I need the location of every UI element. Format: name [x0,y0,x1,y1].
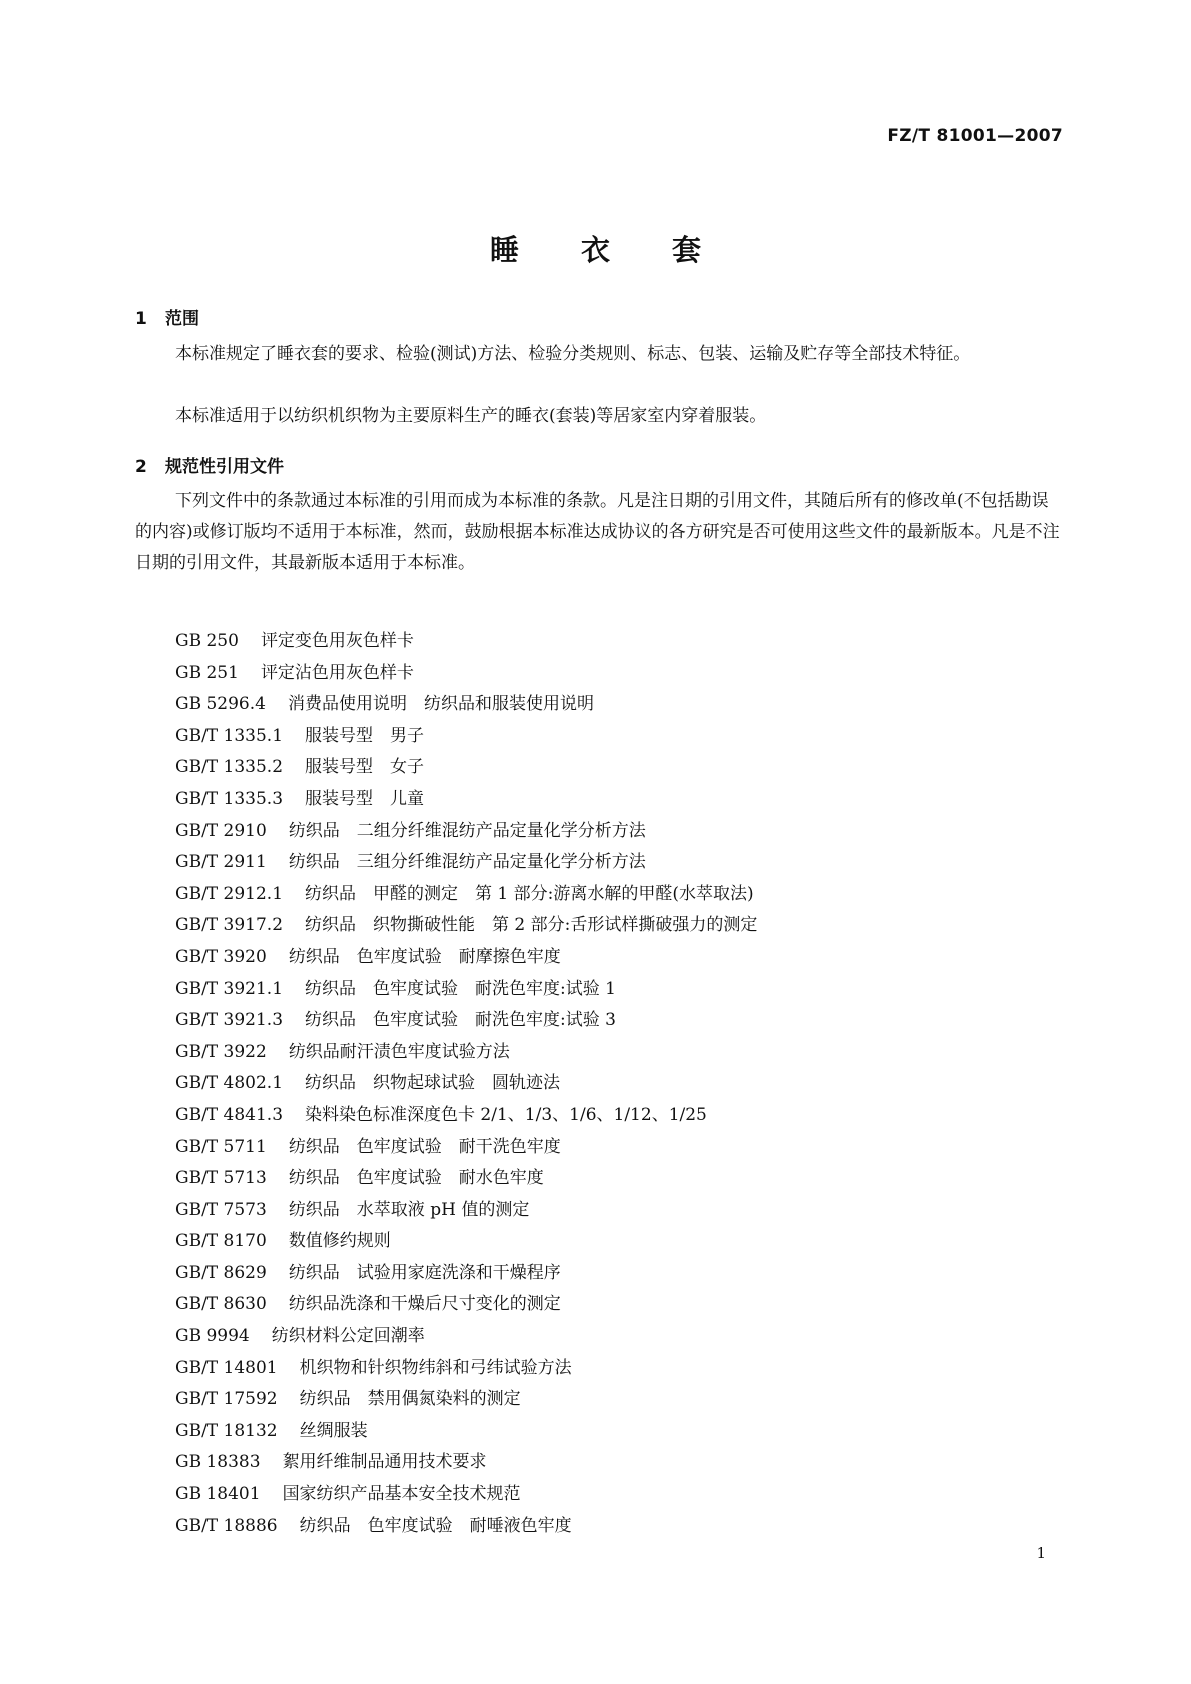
reference-code: GB/T 3922 [175,1041,267,1062]
reference-title: 机织物和针织物纬斜和弓纬试验方法 [299,1357,572,1378]
reference-code: GB/T 2912.1 [175,883,284,904]
reference-item [175,752,757,784]
reference-code: GB 250 [175,631,239,651]
reference-item [175,658,757,690]
reference-code: GB 18383 [175,1452,261,1473]
reference-item [175,1068,757,1100]
reference-code: GB/T 18132 [175,1420,278,1441]
reference-title: 纺织品 甲醛的测定 第 1 部分:游离水解的甲醛(水萃取法) [305,883,754,904]
section-number: 2 [135,457,147,477]
reference-title: 纺织品洗涤和干燥后尺寸变化的测定 [288,1294,561,1315]
reference-item [175,1321,757,1353]
reference-code: GB/T 4802.1 [175,1073,284,1094]
reference-code: GB/T 2910 [175,820,267,841]
section-1-heading [135,304,199,329]
reference-code: GB/T 1335.1 [175,725,284,746]
reference-code: GB 18401 [175,1484,261,1505]
reference-code: GB/T 3917.2 [175,915,284,936]
reference-code: GB/T 4841.3 [175,1104,284,1125]
reference-title: 纺织品 色牢度试验 耐摩擦色牢度 [288,946,561,967]
reference-title: 纺织品 色牢度试验 耐洗色牢度:试验 3 [305,1010,616,1031]
reference-title: 纺织品耐汗渍色牢度试验方法 [288,1041,510,1062]
reference-title: 纺织品 色牢度试验 耐洗色牢度:试验 1 [305,978,616,999]
reference-code: GB/T 3920 [175,946,267,967]
reference-code: GB/T 8170 [175,1231,267,1252]
reference-code: GB/T 8629 [175,1262,267,1283]
reference-code: GB/T 3921.1 [175,978,284,999]
reference-item [175,1479,757,1511]
reference-item [175,1258,757,1290]
section-title: 规范性引用文件 [165,457,284,477]
reference-item [175,1132,757,1164]
reference-item [175,721,757,753]
document-title: 睡衣套 [489,233,763,267]
reference-title: 纺织品 三组分纤维混纺产品定量化学分析方法 [288,852,646,873]
reference-title: 服装号型 男子 [305,725,425,746]
reference-item [175,626,757,658]
page-number: 1 [1036,1544,1046,1562]
reference-title: 纺织品 水萃取液 pH 值的测定 [288,1199,530,1220]
reference-code: GB/T 14801 [175,1357,278,1378]
reference-title: 纺织品 织物撕破性能 第 2 部分:舌形试样撕破强力的测定 [305,915,758,936]
reference-title: 纺织材料公定回潮率 [271,1326,425,1347]
reference-title: 服装号型 儿童 [305,788,425,809]
reference-item [175,1163,757,1195]
reference-code: GB/T 1335.3 [175,788,284,809]
reference-title: 评定沾色用灰色样卡 [260,662,414,683]
reference-title: 丝绸服装 [299,1420,368,1441]
reference-item [175,1195,757,1227]
reference-item [175,974,757,1006]
reference-item [175,1226,757,1258]
reference-code: GB/T 8630 [175,1294,267,1315]
reference-title: 纺织品 色牢度试验 耐唾液色牢度 [299,1515,572,1536]
reference-code: GB/T 5711 [175,1136,267,1157]
reference-code: GB 251 [175,662,239,683]
reference-title: 染料染色标准深度色卡 2/1、1/3、1/6、1/12、1/25 [305,1104,707,1125]
reference-item [175,1037,757,1069]
section-title: 范围 [165,309,199,329]
reference-code: GB 9994 [175,1326,250,1347]
reference-item [175,1005,757,1037]
reference-item [175,942,757,974]
paragraph: 本标准适用于以纺织机织物为主要原料生产的睡衣(套装)等居家室内穿着服装。 [175,406,767,426]
paragraph: 下列文件中的条款通过本标准的引用而成为本标准的条款。凡是注日期的引用文件，其随后所有的修改单(不包括勘误的内容)或修订版均不适用于本标准，然而，鼓励根据本标准达成协议的各方研究是否可使用这些文件的最新版本。凡是不注日期的引用文件，其最新版本适用于本标准。 [135,491,1060,573]
reference-item [175,1447,757,1479]
reference-code: GB/T 17592 [175,1389,278,1410]
reference-title: 服装号型 女子 [305,757,425,778]
reference-code: GB 5296.4 [175,694,266,715]
reference-code: GB/T 3921.3 [175,1010,284,1031]
reference-title: 数值修约规则 [288,1231,391,1252]
section-2-heading [135,452,284,477]
reference-code: GB/T 18886 [175,1515,278,1536]
reference-item [175,784,757,816]
reference-item [175,910,757,942]
reference-title: 纺织品 织物起球试验 圆轨迹法 [305,1073,561,1094]
paragraph: 本标准规定了睡衣套的要求、检验(测试)方法、检验分类规则、标志、包装、运输及贮存等全部技术特征。 [175,344,971,364]
reference-title: 纺织品 色牢度试验 耐干洗色牢度 [288,1136,561,1157]
reference-item [175,847,757,879]
reference-title: 纺织品 色牢度试验 耐水色牢度 [288,1168,544,1189]
reference-item [175,1289,757,1321]
reference-item [175,1100,757,1132]
reference-code: GB/T 5713 [175,1168,267,1189]
reference-title: 纺织品 禁用偶氮染料的测定 [299,1389,521,1410]
reference-title: 纺织品 二组分纤维混纺产品定量化学分析方法 [288,820,646,841]
reference-item [175,1511,757,1543]
section-number: 1 [135,309,147,329]
reference-list [175,626,757,1542]
reference-item [175,689,757,721]
reference-title: 消费品使用说明 纺织品和服装使用说明 [287,694,594,715]
reference-item [175,816,757,848]
reference-title: 纺织品 试验用家庭洗涤和干燥程序 [288,1262,561,1283]
reference-item [175,1384,757,1416]
reference-item [175,1416,757,1448]
reference-code: GB/T 1335.2 [175,757,284,778]
reference-code: GB/T 2911 [175,852,267,873]
reference-title: 评定变色用灰色样卡 [260,631,414,651]
reference-title: 国家纺织产品基本安全技术规范 [282,1484,521,1505]
reference-item [175,1353,757,1385]
reference-title: 絮用纤维制品通用技术要求 [282,1452,487,1473]
reference-code: GB/T 7573 [175,1199,267,1220]
standard-code: FZ/T 81001—2007 [887,126,1063,146]
reference-item [175,879,757,911]
